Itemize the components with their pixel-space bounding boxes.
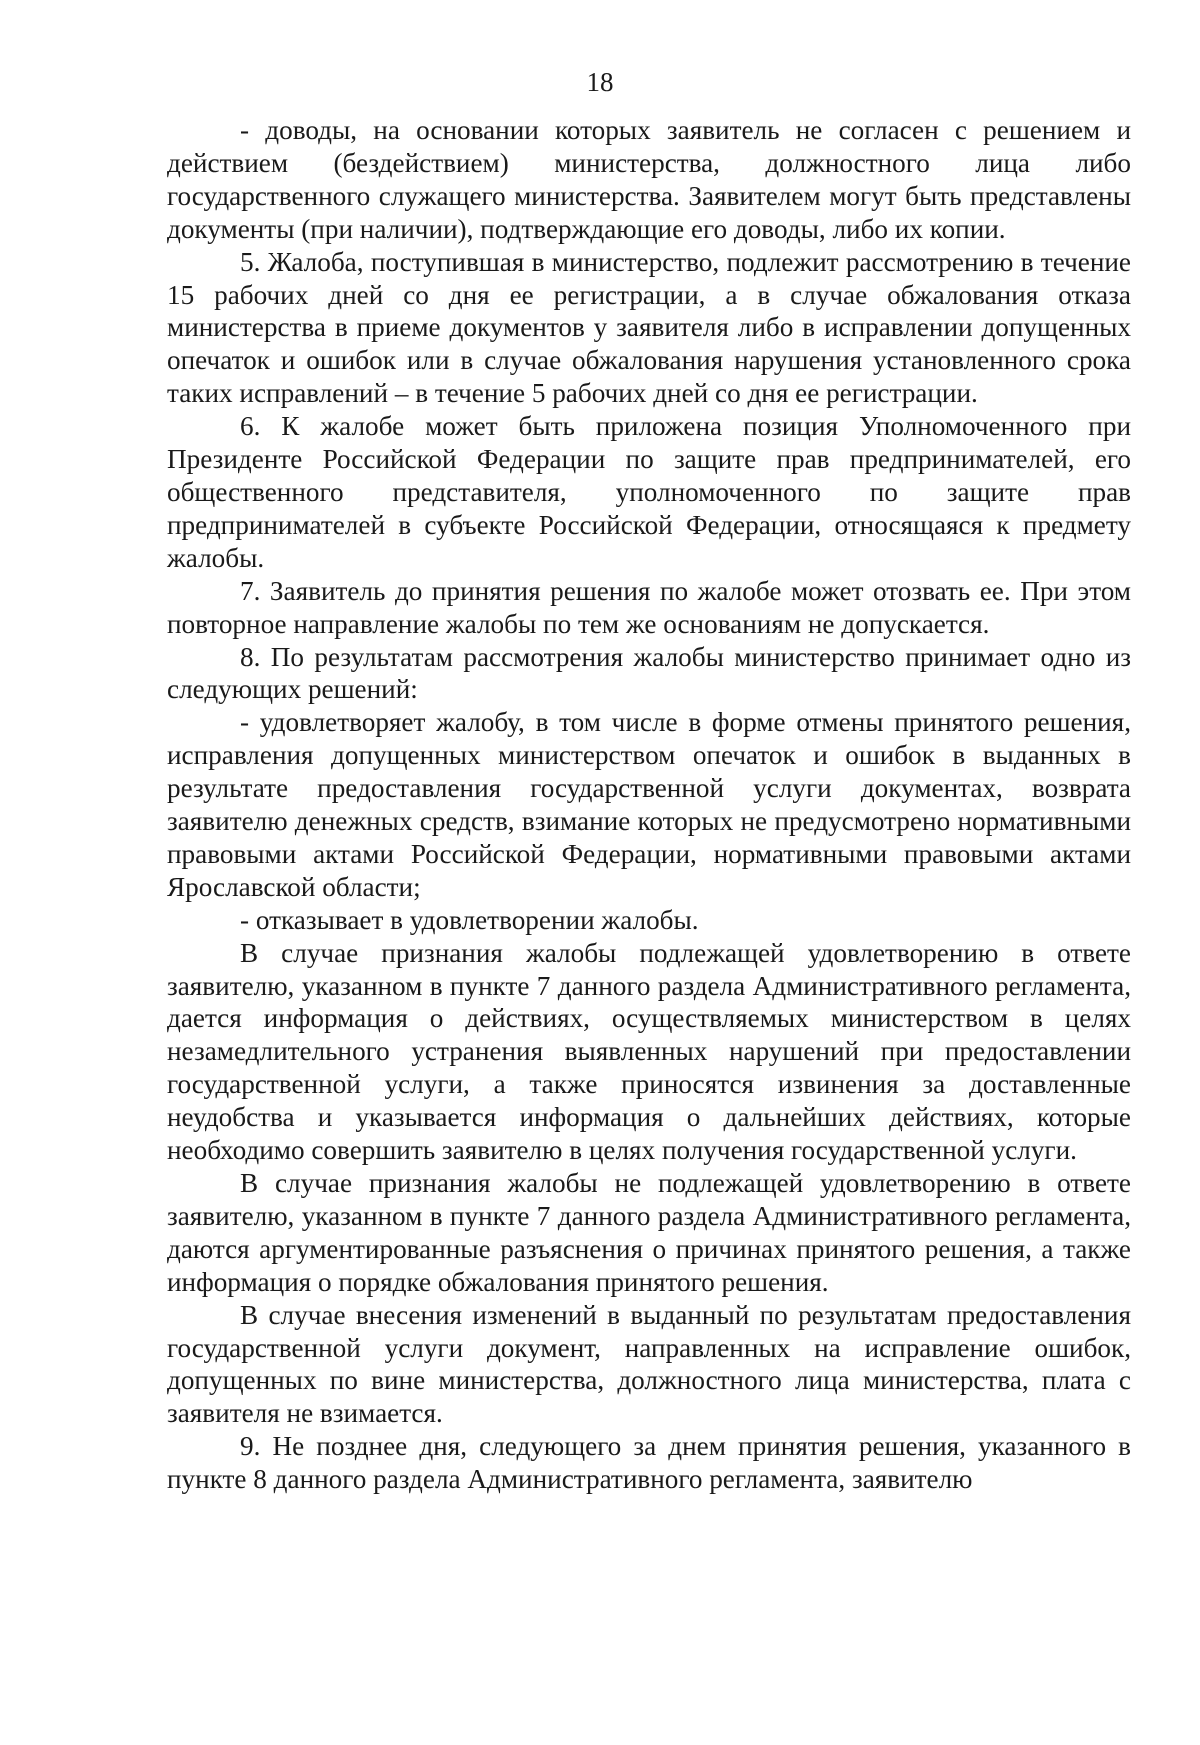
paragraph-if-satisfied: В случае признания жалобы подлежащей удовлетворению в ответе заявителю, указанном в пункте 7 данного раздела Административного регламента, дается информация о действиях, осуществляемых министерством в целях незамедлительного устранения выявленных нарушений при предоставлении государственной услуги, а также приносятся извинения за доставленные неудобства и указывается информация о дальнейших действиях, которые необходимо совершить заявителю в целях получения государственной услуги. bbox=[167, 937, 1131, 1166]
paragraph-if-not-satisfied: В случае признания жалобы не подлежащей удовлетворению в ответе заявителю, указанном в пункте 7 данного раздела Административного регламента, даются аргументированные разъяснения о причинах принятого решения, а также информация о порядке обжалования принятого решения. bbox=[167, 1168, 1131, 1297]
paragraph-item-7-withdrawal: 7. Заявитель до принятия решения по жалобе может отозвать ее. При этом повторное направление жалобы по тем же основаниям не допускается. bbox=[167, 575, 1131, 639]
paragraph-grounds-of-disagreement: - доводы, на основании которых заявитель не согласен с решением и действием (бездействием) министерства, должностного лица либо государственного служащего министерства. Заявителем могут быть представлены документы (при наличии), подтверждающие его доводы, либо их копии. bbox=[167, 115, 1131, 244]
paragraph-corrections-free: В случае внесения изменений в выданный по результатам предоставления государственной услуги документ, направленных на исправление ошибок, допущенных по вине министерства, должностного лица министерства, плата с заявителя не взимается. bbox=[167, 1299, 1131, 1429]
paragraph-decision-refuse: - отказывает в удовлетворении жалобы. bbox=[240, 904, 699, 935]
paragraph-item-9-notification: 9. Не позднее дня, следующего за днем принятия решения, указанного в пункте 8 данного раздела Административного регламента, заявителю bbox=[167, 1431, 1131, 1495]
paragraph-item-8-decisions: 8. По результатам рассмотрения жалобы министерство принимает одно из следующих решений: bbox=[167, 641, 1131, 705]
paragraph-item-5-review-period: 5. Жалоба, поступившая в министерство, подлежит рассмотрению в течение 15 рабочих дней со дня ее регистрации, а в случае обжалования отказа министерства в приеме документов у заявителя либо в исправлении допущенных опечаток и ошибок или в случае обжалования нарушения установленного срока таких исправлений – в течение 5 рабочих дней со дня ее регистрации. bbox=[167, 246, 1131, 409]
document-body bbox=[167, 114, 1131, 1496]
page-number: 18 bbox=[586, 67, 614, 97]
paragraph-item-6-ombudsman-position: 6. К жалобе может быть приложена позиция Уполномоченного при Президенте Российской Федерации по защите прав предпринимателей, его общественного представителя, уполномоченного по защите прав предпринимателей в субъекте Российской Федерации, относящаяся к предмету жалобы. bbox=[167, 411, 1131, 573]
paragraph-decision-satisfy: - удовлетворяет жалобу, в том числе в форме отмены принятого решения, исправления допущенных министерством опечаток и ошибок в выданных в результате предоставления государственной услуги документах, возврата заявителю денежных средств, взимание которых не предусмотрено нормативными правовыми актами Российской Федерации, нормативными правовыми актами Ярославской области; bbox=[167, 707, 1131, 902]
